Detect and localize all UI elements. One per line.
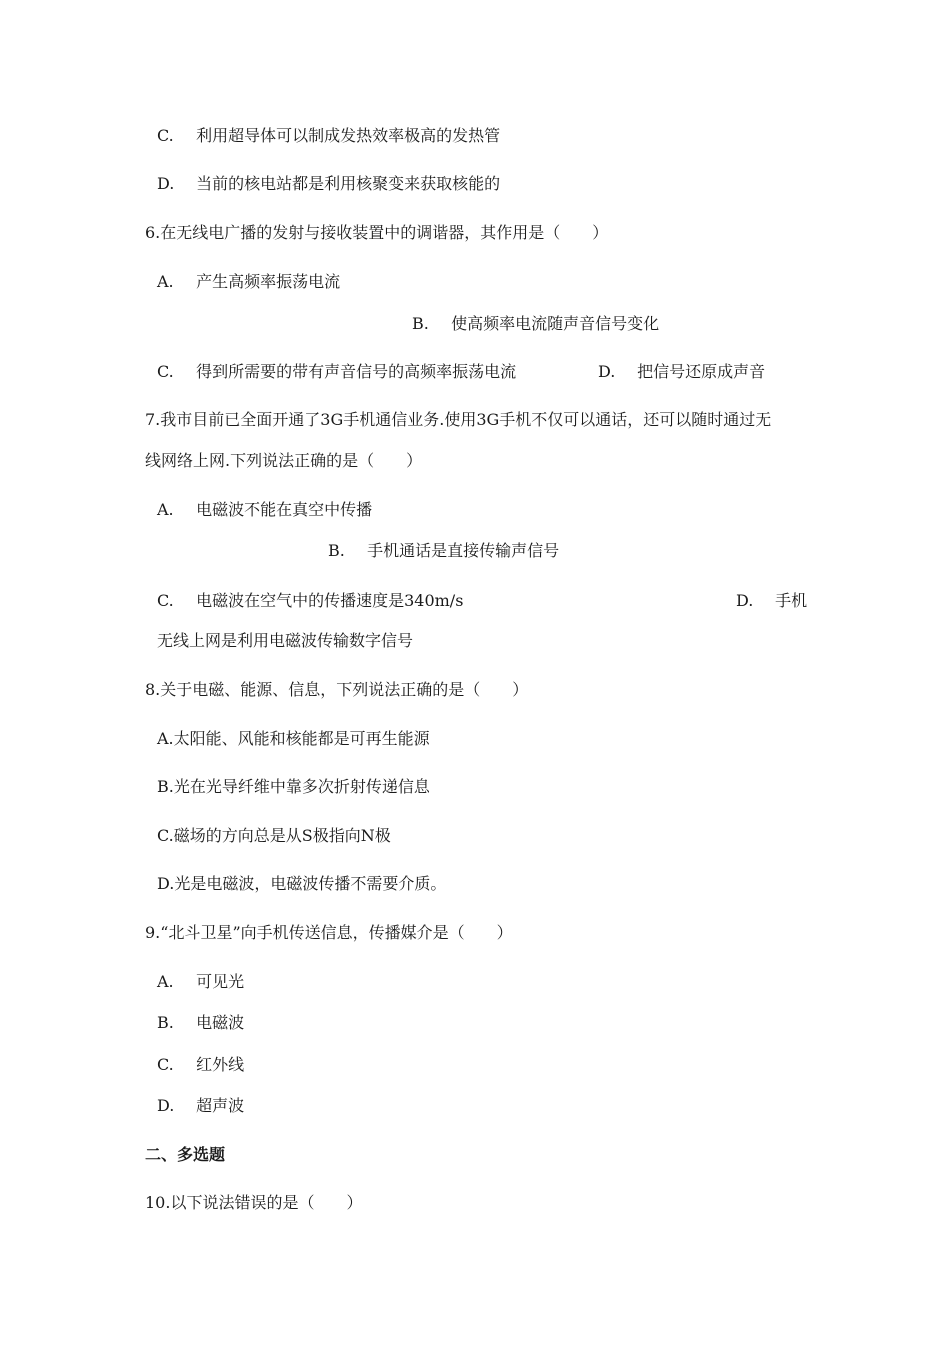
- q6-stem: 6.在无线电广播的发射与接收装置中的调谐器，其作用是（ ）: [145, 223, 609, 242]
- q5-option-d: [157, 174, 500, 194]
- option-label: D.: [736, 591, 754, 610]
- q8-option-a: A.太阳能、风能和核能都是可再生能源: [157, 729, 430, 748]
- q6-option-c: [157, 362, 516, 382]
- option-label: C.: [157, 362, 174, 381]
- option-text: 利用超导体可以制成发热效率极高的发热管: [196, 126, 501, 145]
- option-label: A.: [157, 972, 174, 991]
- option-text: 得到所需要的带有声音信号的高频率振荡电流: [196, 362, 517, 381]
- option-text: 可见光: [196, 972, 245, 991]
- option-label: B.: [328, 541, 345, 560]
- option-text: 超声波: [196, 1096, 245, 1115]
- option-label: C.: [157, 126, 174, 145]
- q6-option-d: [598, 362, 765, 382]
- option-text: 产生高频率振荡电流: [196, 272, 341, 291]
- q10-stem: 10.以下说法错误的是（ ）: [145, 1193, 363, 1212]
- option-text: 当前的核电站都是利用核聚变来获取核能的: [196, 174, 501, 193]
- q7-stem-line2: 线网络上网.下列说法正确的是（ ）: [145, 451, 423, 470]
- option-label: B.: [412, 314, 429, 333]
- q9-option-c: [157, 1055, 244, 1075]
- option-text: 使高频率电流随声音信号变化: [451, 314, 660, 333]
- option-label: D.: [157, 1096, 175, 1115]
- q8-option-d: D.光是电磁波，电磁波传播不需要介质。: [157, 874, 447, 893]
- q5-option-c: [157, 126, 500, 146]
- q7-option-a: [157, 500, 372, 520]
- q8-option-b: B.光在光导纤维中靠多次折射传递信息: [157, 777, 430, 796]
- option-text: 电磁波不能在真空中传播: [196, 500, 373, 519]
- option-label: A.: [157, 272, 174, 291]
- option-label: D.: [598, 362, 616, 381]
- q9-option-d: [157, 1096, 244, 1116]
- option-text: 手机: [775, 591, 808, 610]
- q6-option-b: [412, 314, 659, 334]
- q7-stem-line1: 7.我市目前已全面开通了3G手机通信业务.使用3G手机不仅可以通话，还可以随时通过无: [145, 410, 772, 429]
- option-text: 红外线: [196, 1055, 245, 1074]
- q7-option-c: [157, 591, 463, 611]
- option-text: 手机通话是直接传输声信号: [367, 541, 560, 560]
- option-text: 电磁波在空气中的传播速度是340m/s: [196, 591, 464, 610]
- section-heading: 二、多选题: [145, 1145, 226, 1164]
- option-label: A.: [157, 500, 174, 519]
- option-label: D.: [157, 174, 175, 193]
- option-text: 电磁波: [196, 1013, 245, 1032]
- q7-option-d-continued: 无线上网是利用电磁波传输数字信号: [157, 631, 414, 650]
- q7-option-b: [328, 541, 559, 561]
- option-label: C.: [157, 1055, 174, 1074]
- q7-option-d: [736, 591, 807, 611]
- option-label: B.: [157, 1013, 174, 1032]
- option-text: 把信号还原成声音: [637, 362, 766, 381]
- option-label: C.: [157, 591, 174, 610]
- q8-option-c: C.磁场的方向总是从S极指向N极: [157, 826, 391, 845]
- q9-stem: 9.“北斗卫星”向手机传送信息，传播媒介是（ ）: [145, 923, 513, 942]
- q9-option-b: [157, 1013, 244, 1033]
- q9-option-a: [157, 972, 244, 992]
- q6-option-a: [157, 272, 340, 292]
- q8-stem: 8.关于电磁、能源、信息，下列说法正确的是（ ）: [145, 680, 529, 699]
